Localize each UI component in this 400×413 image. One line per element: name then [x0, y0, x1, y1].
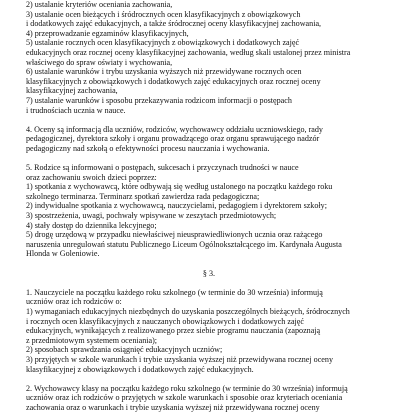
- spacer: [26, 278, 392, 288]
- text-line: i rocznych ocen klasyfikacyjnych z nauczanych obowiązkowych i dodatkowych zajęć: [26, 316, 304, 326]
- text-line: 5) ustalanie rocznych ocen klasyfikacyjnych z obowiązkowych i dodatkowych zajęć: [26, 38, 300, 48]
- text-line: właściwego do spraw oświaty i wychowania,: [26, 57, 173, 67]
- list-evaluation-tasks: [26, 0, 392, 115]
- text-line: klasyfikacyjnej zachowania,: [26, 86, 118, 96]
- text-line: klasyfikacyjnej z obowiązkowych i dodatkowych zajęć edukacyjnych.: [26, 364, 254, 374]
- text-line: 2) ustalanie kryteriów oceniania zachowania,: [26, 0, 173, 9]
- spacer: [26, 374, 392, 384]
- text-line: uczniów oraz ich rodziców o:: [26, 297, 122, 307]
- paragraph-s3-1: [26, 288, 392, 374]
- text-line: 2. Wychowawcy klasy na początku każdego roku szkolnego (w terminie do 30 września) informują: [26, 383, 348, 393]
- spacer: [26, 154, 392, 164]
- text-line: pedagogiczny nad szkołą o efektywności procesu nauczania i wychowania.: [26, 143, 270, 153]
- text-line: 2) indywidualne spotkania z wychowawcą, nauczycielami, pedagogiem i dyrektorem szkoły;: [26, 201, 327, 211]
- text-line: 6) ustalanie warunków i trybu uzyskania wyższych niż przewidywane rocznych ocen: [26, 67, 302, 77]
- text-line: 5) drogę urzędową w przypadku niewłaściwej nieusprawiedliwionych ucznia oraz rażącego: [26, 230, 323, 240]
- text-line: 1) wymaganiach edukacyjnych niezbędnych do uzyskania poszczególnych bieżących, śródrocznych: [26, 307, 350, 316]
- text-line: edukacyjnych oraz rocznej oceny klasyfikacyjnej zachowania, według skali ustalonej przez ministra: [26, 47, 351, 57]
- paragraph-4: [26, 125, 392, 154]
- text-line: zachowania oraz o warunkach i trybie uzyskania wyższej niż przewidywana rocznej oceny: [26, 402, 320, 412]
- text-line: 4. Oceny są informacją dla uczniów, rodziców, wychowawcy oddziału uczniowskiego, rady: [26, 124, 323, 134]
- text-line: 7) ustalanie warunków i sposobu przekazywania rodzicom informacji o postępach: [26, 95, 292, 105]
- text-line: klasyfikacyjnych z obowiązkowych i dodatkowych zajęć edukacyjnych oraz rocznej oceny: [26, 76, 321, 86]
- text-line: z przedmiotowym systemem oceniania);: [26, 335, 158, 345]
- spacer: [26, 115, 392, 125]
- text-line: 4) przeprowadzanie egzaminów klasyfikacyjnych,: [26, 28, 189, 38]
- section-heading: § 3.: [202, 268, 216, 278]
- text-line: 3) ustalanie ocen bieżących i śródrocznych ocen klasyfikacyjnych z obowiązkowych: [26, 9, 301, 19]
- text-line: 4) stały dostęp do dziennika lekcyjnego;: [26, 220, 157, 230]
- text-line: oraz zachowaniu swoich dzieci poprzez:: [26, 172, 157, 182]
- text-line: 1) spotkania z wychowawcą, które odbywają się według ustalonego na początku każdego roku: [26, 182, 333, 192]
- text-line: 5. Rodzice są informowani o postępach, sukcesach i przyczynach trudności w nauce: [26, 163, 299, 173]
- paragraph-s3-2: [26, 384, 392, 413]
- paragraph-5: [26, 163, 392, 259]
- text-line: edukacyjnych, wynikających z realizowanego przez siebie programu nauczania (zapoznają: [26, 326, 321, 336]
- text-line: szkolnego terminarza. Terminarz spotkań zawierdza rada pedagogiczna;: [26, 191, 260, 201]
- text-line: Hlonda w Goleniowie.: [26, 249, 100, 259]
- text-line: 1. Nauczyciele na początku każdego roku szkolnego (w terminie do 30 września) informują: [26, 287, 323, 297]
- text-line: i trudnościach ucznia w nauce.: [26, 105, 126, 115]
- text-line: pedagogicznej, dyrektora szkoły i organu prowadzącego oraz organu sprawującego nadzór: [26, 134, 320, 144]
- text-line: 2) sposobach sprawdzania osiągnięć edukacyjnych uczniów;: [26, 345, 223, 355]
- text-line: naruszenia unregulowań statutu Publicznego Liceum Ogólnokształcącego im. Kardynała Augusta: [26, 239, 342, 249]
- text-line: 3) spostrzeżenia, uwagi, pochwały wpisywane w zeszytach przedmiotowych;: [26, 211, 277, 221]
- text-line: i dodatkowych zajęć edukacyjnych, a także śródrocznej oceny klasyfikacyjnej zachowania,: [26, 19, 322, 29]
- spacer: [26, 259, 392, 269]
- text-line: uczniów oraz ich rodziców o przyjętych w szkole warunkach i sposobie oraz kryteriach oceniania: [26, 393, 343, 403]
- text-line: 3) przyjętych w szkole warunkach i trybie uzyskania wyższej niż przewidywana rocznej oceny: [26, 354, 333, 364]
